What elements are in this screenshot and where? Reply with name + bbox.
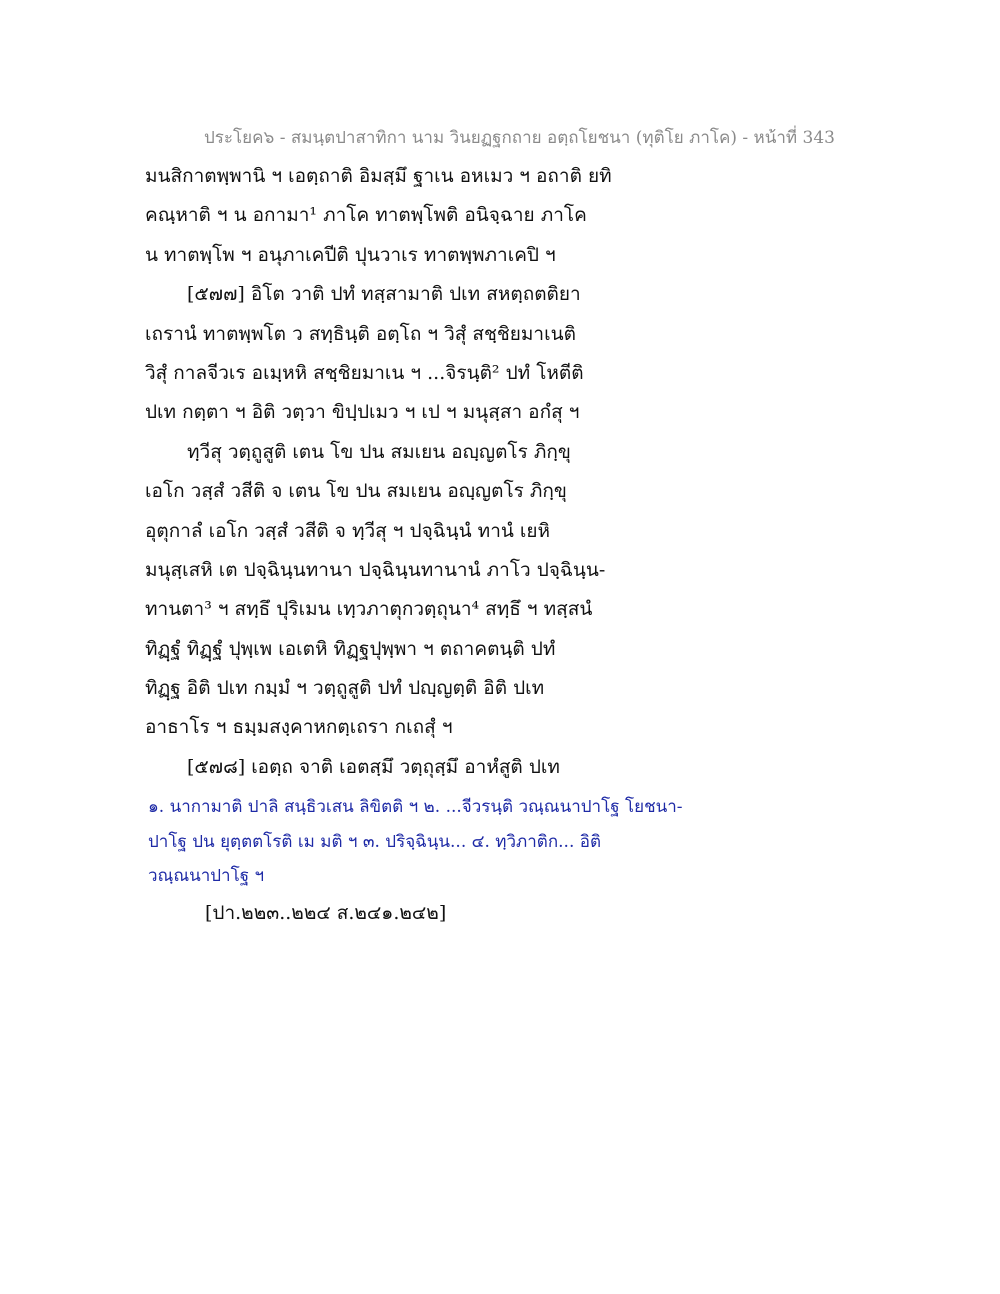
paragraph-start-577: [๕๗๗] อิโต วาติ ปทํ ทสฺสามาติ ปเท สหตฺถตติยา <box>187 283 581 306</box>
text-line: อาธาโร ฯ ธมฺมสงฺคาหกตฺเถรา กเถสุํ ฯ <box>145 716 453 739</box>
page-header: ประโยค๖ - สมนฺตปาสาทิกา นาม วินยฏฐกถาย อตฺถโยชนา (ทุติโย ภาโค) - หน้าที่ 343 <box>204 128 835 148</box>
text-line: ทานตา³ ฯ สทฺธึ ปุริเมน เทฺวภาตุกวตฺถุนา⁴ สทฺธึ ฯ ทสฺสนํ <box>145 598 593 621</box>
text-line: มนสิกาตพฺพานิ ฯ เอตฺถาติ อิมสฺมึ ฐาเน อหเมว ฯ อถาติ ยทิ <box>145 165 612 187</box>
text-line: เอโก วสฺสํ วสีติ จ เตน โข ปน สมเยน อญฺญตโร ภิกฺขุ <box>145 480 567 503</box>
text-line: มนุสฺเสหิ เต ปจฺฉินฺนทานา ปจฺฉินฺนทานานํ ภาโว ปจฺฉินฺน- <box>145 558 606 581</box>
text-line: วิสุํ กาลจีวเร อเมฺหหิ สชฺชิยมาเน ฯ ...จิรนฺติ² ปทํ โหตีติ <box>145 361 584 384</box>
text-line: ทิฏฺฐํ ทิฏฺฐํ ปุพฺเพ เอเตหิ ทิฏฺฐปุพฺพา ฯ ตถาคตนฺติ ปทํ <box>145 637 556 660</box>
footnote-line: ๑. นากามาติ ปาลิ สนฺธิวเสน ลิขิตติ ฯ ๒. ...จีวรนฺติ วณฺณนาปาโฐ โยชนา- <box>148 797 683 817</box>
footnotes <box>148 790 708 894</box>
paragraph-start-578: [๕๗๘] เอตฺถ จาติ เอตสฺมึ วตฺถุสฺมึ อาหํสูติ ปเท <box>187 755 560 778</box>
text-line: คณฺหาติ ฯ น อกามา¹ ภาโค ทาตพฺโพติ อนิจฺฉาย ภาโค <box>145 204 587 227</box>
footnote-line: ปาโฐ ปน ยุตฺตตโรติ เม มติ ฯ ๓. ปริจฺฉินฺน... ๔. ทฺวิภาติก... อิติ <box>148 831 601 852</box>
main-text <box>145 157 665 787</box>
paragraph-start: ทฺวีสุ วตฺถูสูติ เตน โข ปน สมเยน อญฺญตโร ภิกฺขุ <box>187 440 571 463</box>
text-line: ทิฏฺฐ อิติ ปเท กมฺมํ ฯ วตฺถูสูติ ปทํ ปญฺญตฺติ อิติ ปเท <box>145 677 545 700</box>
text-line: ปเท กตฺตา ฯ อิติ วตฺวา ขิปฺปเมว ฯ เป ฯ มนุสฺสา อกํสุ ฯ <box>145 401 580 424</box>
page-reference: [ปา.๒๒๓..๒๒๔ ส.๒๔๑.๒๔๒] <box>205 902 447 924</box>
footnote-line: วณฺณนาปาโฐ ฯ <box>148 866 265 886</box>
text-line: อุตุกาลํ เอโก วสฺสํ วสีติ จ ทฺวีสุ ฯ ปจฺฉินฺนํ ทานํ เยหิ <box>145 519 551 542</box>
text-line: เถรานํ ทาตพฺพโต ว สทฺธินฺติ อตฺโถ ฯ วิสุํ สชฺชิยมาเนติ <box>145 322 576 345</box>
text-line: น ทาตพฺโพ ฯ อนุภาเคปีติ ปุนวาเร ทาตพฺพภาเคปิ ฯ <box>145 243 556 266</box>
